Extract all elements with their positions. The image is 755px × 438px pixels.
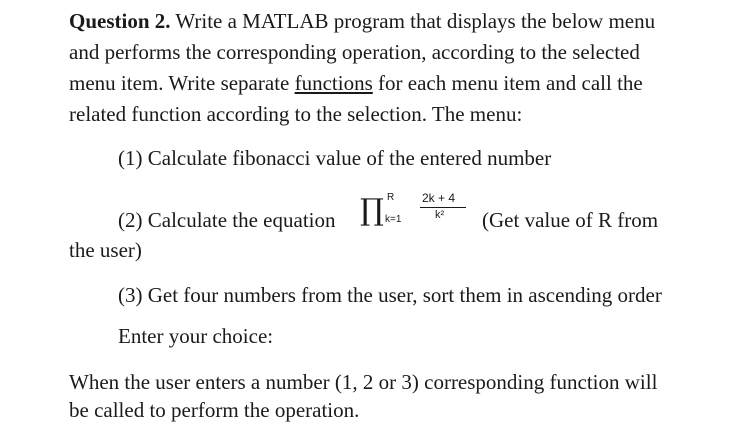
- menu-item-2-note-text: (Get value of R from: [482, 208, 659, 232]
- question-line-4-text: related function according to the selection. The menu:: [69, 102, 523, 126]
- footer-line-2: [69, 397, 359, 423]
- menu-item-3-text: (3) Get four numbers from the user, sort them in ascending order: [118, 283, 662, 307]
- question-line-2: [69, 39, 640, 65]
- functions-underlined-word: functions: [294, 71, 373, 95]
- footer-line-1: [69, 369, 657, 395]
- question-line-1: [69, 8, 655, 34]
- product-equation: [360, 190, 480, 235]
- question-line-2-text: and performs the corresponding operation, according to the selected: [69, 40, 640, 64]
- question-line-1-text: Write a MATLAB program that displays the below menu: [170, 9, 656, 33]
- menu-item-2-note: [482, 207, 658, 233]
- menu-prompt-text: Enter your choice:: [118, 324, 274, 348]
- question-title: Question 2.: [69, 9, 171, 33]
- menu-item-2-wrap-text: the user): [69, 238, 142, 262]
- menu-item-1-text: (1) Calculate fibonacci value of the entered number: [118, 146, 552, 170]
- question-line-4: [69, 101, 522, 127]
- question-line-3-text-b: for each menu item and call the: [372, 71, 643, 95]
- menu-prompt: [118, 323, 273, 349]
- footer-line-1-text: When the user enters a number (1, 2 or 3) corresponding function will: [69, 370, 658, 394]
- lower-limit: k=1: [385, 214, 402, 225]
- product-symbol: ∏: [360, 193, 384, 228]
- menu-item-3: [118, 282, 662, 308]
- question-line-3: [69, 70, 643, 96]
- menu-item-2-wrap: [69, 237, 142, 263]
- fraction-denominator: k²: [435, 209, 445, 221]
- footer-line-2-text: be called to perform the operation.: [69, 398, 360, 422]
- menu-item-1: [118, 145, 551, 171]
- question-line-3-text-a: menu item. Write separate: [69, 71, 295, 95]
- menu-item-2: [118, 207, 336, 233]
- upper-limit: R: [387, 192, 395, 203]
- fraction-numerator: 2k + 4: [422, 191, 456, 205]
- fraction-bar: [420, 207, 466, 208]
- menu-item-2-text: (2) Calculate the equation: [118, 208, 336, 232]
